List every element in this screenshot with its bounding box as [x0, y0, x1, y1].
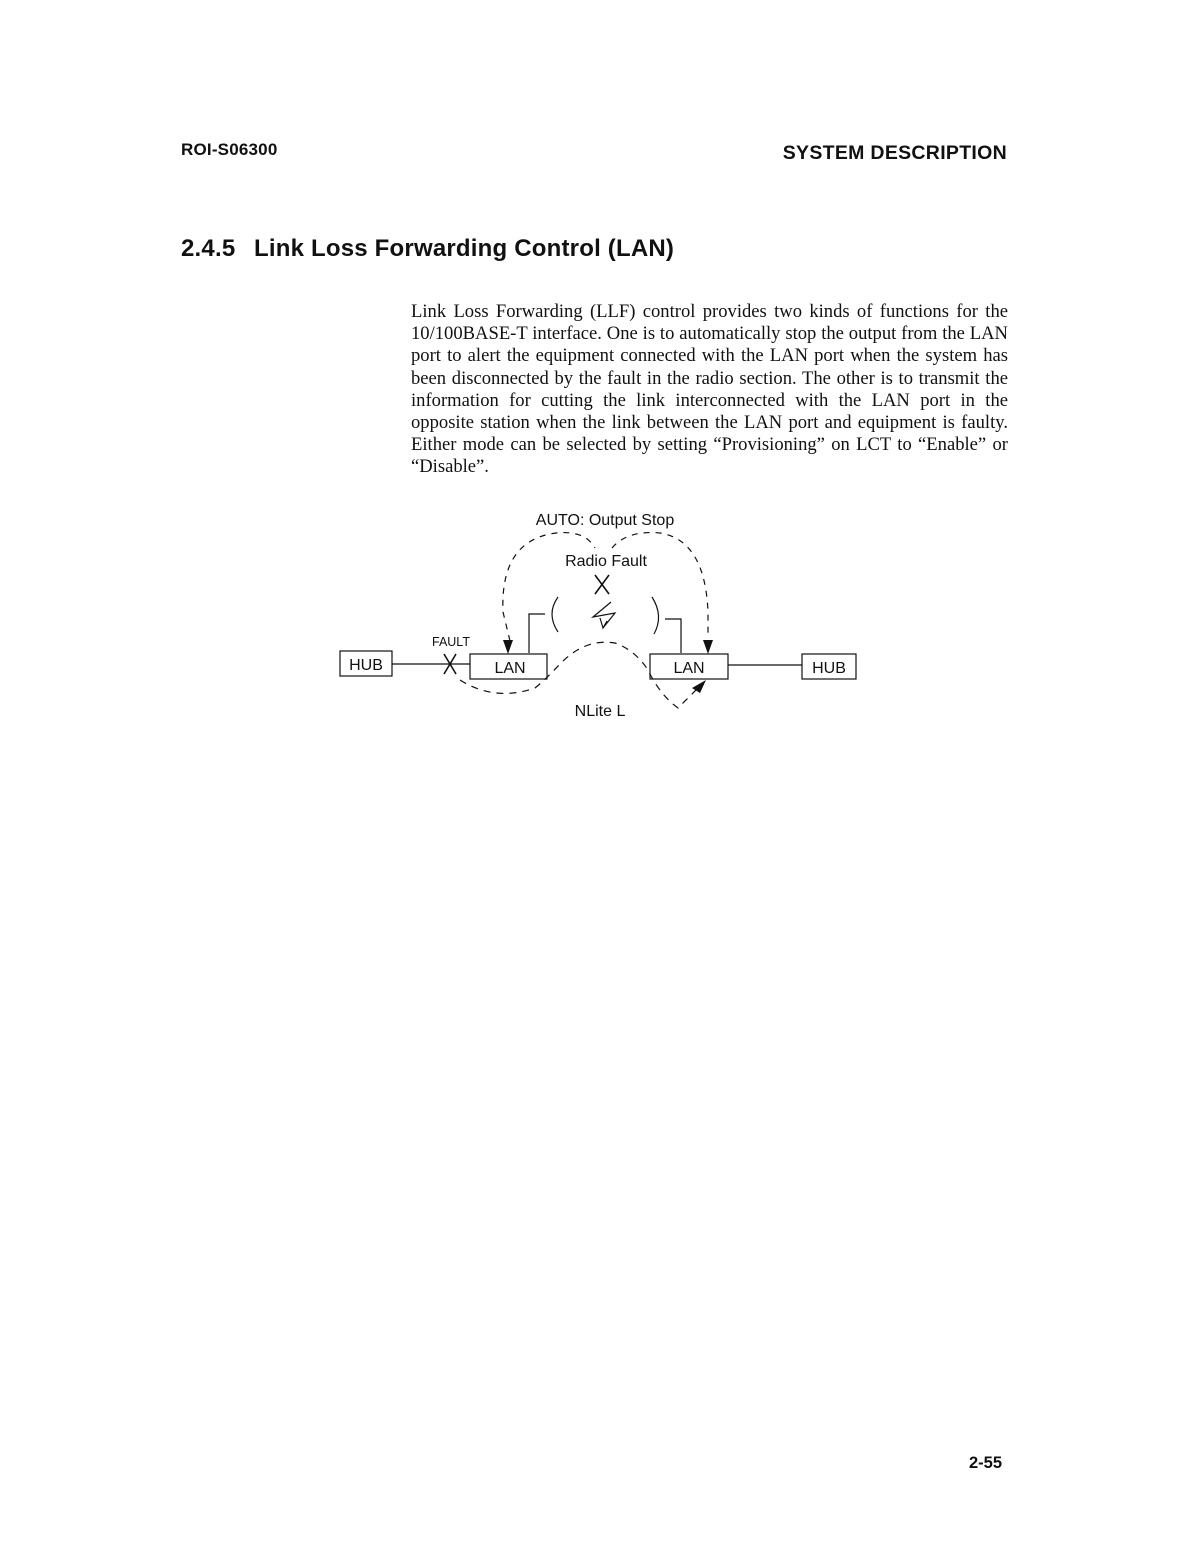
- section-heading: [181, 235, 674, 263]
- section-number: 2.4.5: [181, 235, 236, 262]
- left-antenna: [529, 614, 545, 653]
- left-hub-label: HUB: [349, 657, 383, 674]
- auto-arc-right: [612, 533, 708, 635]
- running-header-section: SYSTEM DESCRIPTION: [782, 142, 1007, 164]
- right-lan-label: LAN: [673, 660, 705, 677]
- radio-fault-label: Radio Fault: [565, 553, 647, 570]
- llf-diagram: [330, 500, 870, 730]
- section-title-text: Link Loss Forwarding Control (LAN): [254, 235, 675, 262]
- right-wave-bracket: [652, 597, 659, 634]
- nlite-label: NLite L: [574, 703, 626, 720]
- left-wave-bracket: [552, 597, 558, 632]
- page-number: 2-55: [968, 1454, 1002, 1472]
- arrowhead-left-lan: [503, 640, 513, 654]
- left-lan-label: LAN: [494, 660, 526, 677]
- arrowhead-nlite: [692, 680, 706, 693]
- document-id: ROI-S06300: [181, 140, 278, 159]
- right-hub-label: HUB: [812, 660, 846, 677]
- body-paragraph: Link Loss Forwarding (LLF) control provides two kinds of functions for the 10/100BASE-T interface. One is to automatically stop the output from the LAN port to alert the equipment connected with the LAN port when the system has been disconnected by the fault in the radio section. The other is to transmit the information for cutting the link interconnected with the LAN port in the opposite station when the link between the LAN port and equipment is faulty. Either mode can be selected by setting “Provisioning” on LCT to “Enable” or “Disable”.: [411, 301, 1008, 478]
- lightning-icon: [593, 602, 615, 628]
- right-antenna: [665, 619, 681, 653]
- auto-arc-left: [503, 533, 595, 641]
- radio-fault-x-icon: [595, 575, 609, 594]
- fault-label: FAULT: [432, 635, 470, 649]
- auto-output-stop-label: AUTO: Output Stop: [535, 512, 675, 529]
- arrowhead-right-lan: [703, 640, 713, 654]
